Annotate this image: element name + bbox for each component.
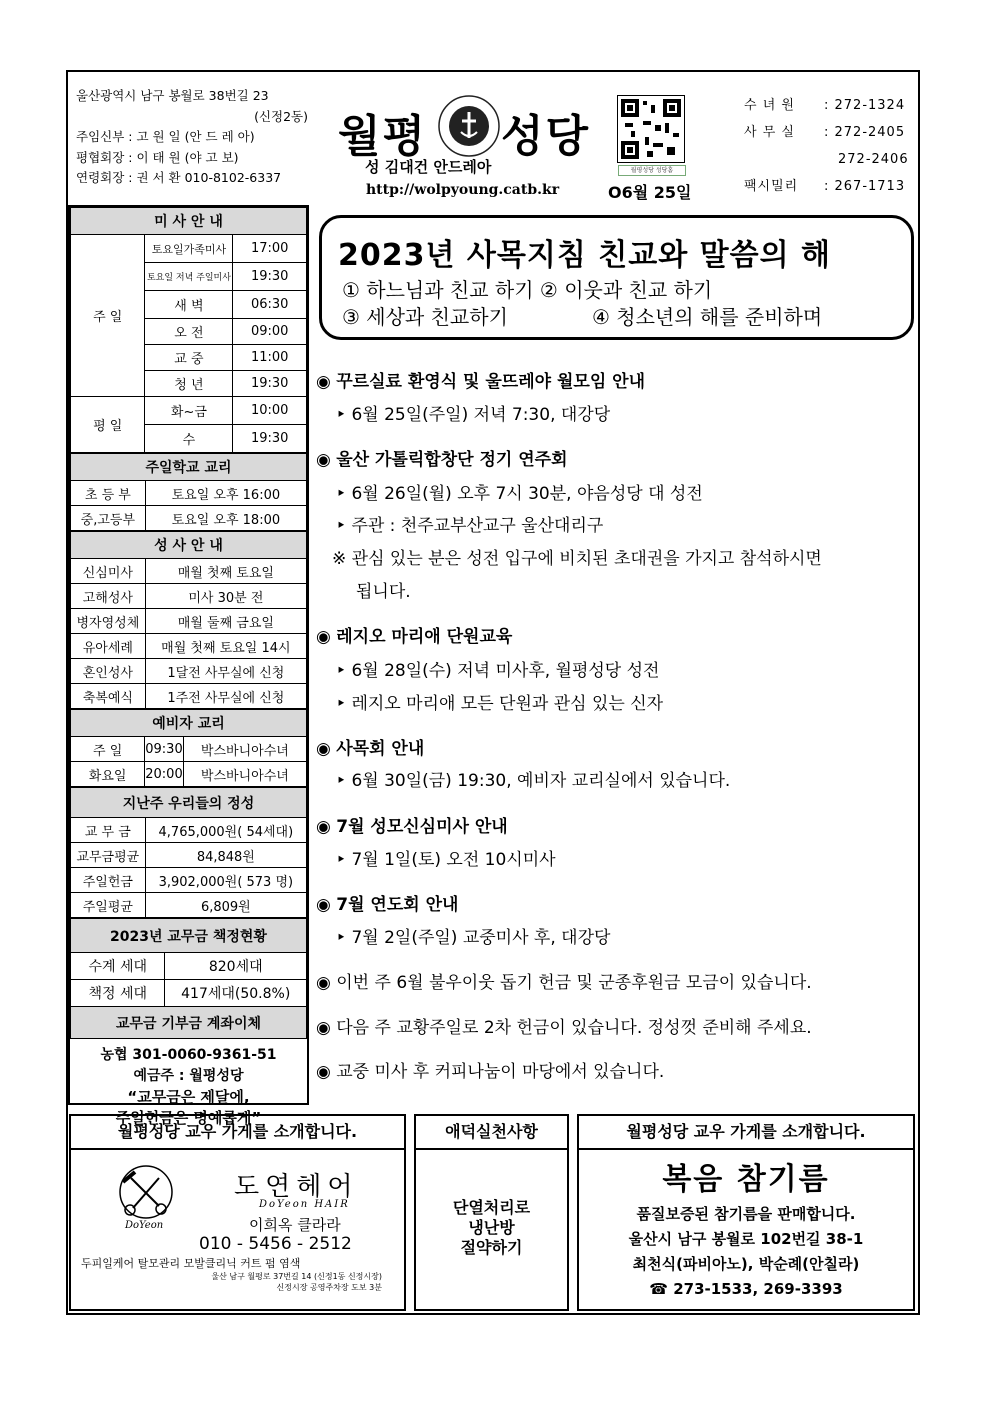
hair-shop-address-1: 울산 남구 월평로 37번길 14 (신정1동 신정시장) bbox=[211, 1272, 382, 1281]
dues-title: 2023년 교무금 책정현황 bbox=[71, 919, 307, 953]
notice-heading: 레지오 마리애 단원교육 bbox=[336, 627, 513, 647]
school-title: 주일학교 교리 bbox=[71, 454, 307, 481]
catechumen-time: 09:30 bbox=[145, 737, 183, 762]
arrow-icon: ‣ bbox=[336, 484, 347, 504]
notice-detail-text: 6월 25일(주일) 저녁 7:30, 대강당 bbox=[351, 405, 611, 425]
council-chair-line: 평협회장 : 이 태 원 (야 고 보) bbox=[76, 149, 239, 165]
transfer-title: 교무금 기부금 계좌이체 bbox=[71, 1007, 307, 1039]
charity-box bbox=[414, 1114, 569, 1311]
notice-detail-text: 6월 26일(월) 오후 7시 30분, 야음성당 대 성전 bbox=[351, 484, 703, 504]
hair-shop-owner: 이희옥 클라라 bbox=[249, 1216, 341, 1234]
catechumen-teacher: 박스바니아수녀 bbox=[183, 737, 306, 762]
notice-7 bbox=[316, 968, 812, 993]
bullet-icon: ◉ bbox=[316, 450, 331, 470]
charity-text bbox=[416, 1198, 567, 1258]
mass-name: 교 중 bbox=[145, 345, 233, 371]
header-info bbox=[76, 86, 316, 189]
notice-3 bbox=[316, 622, 512, 647]
catechumen-title: 예비자 교리 bbox=[71, 710, 307, 737]
notice-detail-text: 6월 30일(금) 19:30, 예비자 교리실에서 있습니다. bbox=[351, 771, 731, 791]
notice-2-detail-2 bbox=[336, 511, 603, 536]
bulletin-date: O6월 25일 bbox=[608, 183, 692, 202]
arrow-icon: ‣ bbox=[336, 405, 347, 425]
arrow-icon: ‣ bbox=[336, 850, 347, 870]
mass-name: 토요일가족미사 bbox=[145, 235, 233, 263]
contact-value: : 267-1713 bbox=[824, 179, 906, 194]
oil-shop-address: 울산시 남구 봉월로 102번길 38-1 bbox=[628, 1230, 864, 1248]
oil-shop-name: 복음 참기름 bbox=[662, 1162, 830, 1197]
pastor-line: 주임신부 : 고 원 일 (안 드 레 아) bbox=[76, 129, 255, 144]
bullet-icon: ◉ bbox=[316, 895, 331, 915]
pastoral-line-2a: ③ 세상과 친교하기 bbox=[342, 305, 508, 329]
notice-8 bbox=[316, 1013, 812, 1038]
school-time: 토요일 오후 18:00 bbox=[145, 506, 306, 531]
notice-6-detail bbox=[336, 923, 610, 948]
offering-value: 6,809원 bbox=[145, 893, 306, 918]
bullet-icon: ◉ bbox=[316, 627, 331, 647]
notice-6 bbox=[316, 890, 458, 915]
notice-2-detail-1 bbox=[336, 479, 703, 504]
church-url[interactable]: http://wolpyoung.catb.kr bbox=[366, 182, 560, 198]
sidebar bbox=[70, 207, 307, 1129]
notice-heading: 울산 가톨릭합창단 정기 연주회 bbox=[336, 450, 568, 470]
hair-shop-box bbox=[69, 1114, 406, 1311]
oil-shop-owners: 최천식(파비아노), 박순례(안칠라) bbox=[632, 1255, 860, 1273]
notice-4 bbox=[316, 734, 424, 759]
church-name-first: 월평 bbox=[338, 111, 428, 162]
notice-2 bbox=[316, 445, 568, 470]
sunday-label: 주 일 bbox=[71, 235, 145, 397]
pastoral-line-1: ① 하느님과 친교 하기 ② 이웃과 친교 하기 bbox=[342, 278, 713, 302]
church-seal-icon bbox=[437, 94, 501, 162]
liaison-chair-line: 연령회장 : 권 서 환 010-8102-6337 bbox=[76, 170, 282, 185]
account-holder: 예금주 : 월평성당 bbox=[133, 1068, 244, 1084]
sacrament-value: 매월 첫째 토요일 bbox=[145, 559, 306, 584]
mass-time: 09:00 bbox=[233, 319, 307, 345]
notice-detail-text: 주관 : 천주교부산교구 울산대리구 bbox=[351, 516, 604, 536]
church-address: 울산광역시 남구 봉월로 38번길 23 bbox=[76, 88, 269, 103]
arrow-icon: ‣ bbox=[336, 661, 347, 681]
contact-value: : 272-2405 bbox=[824, 125, 906, 140]
notice-text: 다음 주 교황주일로 2차 헌금이 있습니다. 정성껏 준비해 주세요. bbox=[336, 1018, 812, 1038]
catechumen-day: 화요일 bbox=[71, 762, 145, 787]
contact-label: 팩시밀리 bbox=[744, 179, 799, 194]
hair-shop-english: DoYeon HAIR bbox=[259, 1199, 350, 1210]
contact-label: 사 무 실 bbox=[744, 125, 795, 140]
sacrament-name: 고해성사 bbox=[71, 584, 146, 609]
catechumen-time: 20:00 bbox=[145, 762, 183, 787]
notice-heading: 사목회 안내 bbox=[336, 739, 425, 759]
mass-time: 06:30 bbox=[233, 291, 307, 319]
bank-account: 농협 301-0060-9361-51 bbox=[100, 1047, 277, 1063]
sesame-oil-shop-box bbox=[577, 1114, 915, 1311]
notice-1-detail bbox=[336, 400, 610, 425]
notice-text: 교중 미사 후 커피나눔이 마당에서 있습니다. bbox=[336, 1062, 665, 1082]
notice-heading: 7월 성모신심미사 안내 bbox=[336, 817, 508, 837]
slogan-line-2: 주일헌금은 명예롭게” bbox=[115, 1109, 262, 1127]
contact-list bbox=[744, 92, 909, 200]
bullet-icon: ◉ bbox=[316, 1018, 331, 1038]
bullet-icon: ◉ bbox=[316, 973, 331, 993]
notice-9 bbox=[316, 1057, 664, 1082]
offering-title: 지난주 우리들의 정성 bbox=[71, 788, 307, 818]
oil-shop-line: 품질보증된 참기름을 판매합니다. bbox=[636, 1205, 856, 1223]
sacrament-value: 미사 30분 전 bbox=[145, 584, 306, 609]
notice-5-detail bbox=[336, 845, 556, 870]
qr-code-icon[interactable] bbox=[617, 95, 685, 163]
offering-value: 4,765,000원( 54세대) bbox=[145, 818, 306, 843]
mass-name: 오 전 bbox=[145, 319, 233, 345]
offering-value: 84,848원 bbox=[145, 843, 306, 868]
notice-2-note-2: 됩니다. bbox=[356, 582, 411, 602]
offering-value: 3,902,000원( 573 명) bbox=[145, 868, 306, 893]
mass-name: 청 년 bbox=[145, 371, 233, 397]
store-intro-heading-2: 월평성당 교우 가게를 소개합니다. bbox=[579, 1116, 913, 1150]
charity-line: 절약하기 bbox=[460, 1238, 523, 1257]
charity-line: 냉난방 bbox=[468, 1218, 515, 1237]
bullet-icon: ◉ bbox=[316, 739, 331, 759]
charity-heading: 애덕실천사항 bbox=[416, 1116, 567, 1150]
dues-value: 820세대 bbox=[165, 953, 307, 980]
church-name-second: 성당 bbox=[501, 111, 591, 162]
bullet-icon: ◉ bbox=[316, 817, 331, 837]
offering-table bbox=[70, 787, 307, 918]
weekday-label: 평 일 bbox=[71, 397, 145, 453]
sacrament-name: 병자영성체 bbox=[71, 609, 146, 634]
oil-shop-phone: ☎ 273-1533, 269-3393 bbox=[649, 1280, 843, 1298]
sacrament-value: 1주전 사무실에 신청 bbox=[145, 684, 306, 709]
notice-detail-text: 7월 2일(주일) 교중미사 후, 대강당 bbox=[351, 928, 611, 948]
hair-shop-phone: 010 - 5456 - 2512 bbox=[199, 1234, 352, 1254]
dues-name: 책정 세대 bbox=[71, 980, 165, 1007]
hair-shop-address-2: 신정시장 공영주차장 도보 3분 bbox=[276, 1283, 382, 1292]
mass-name: 화~금 bbox=[145, 397, 233, 425]
sacrament-title: 성 사 안 내 bbox=[71, 532, 307, 559]
catechumen-table bbox=[70, 709, 307, 787]
catechumen-day: 주 일 bbox=[71, 737, 145, 762]
notice-4-detail bbox=[336, 766, 730, 791]
mass-time: 19:30 bbox=[233, 425, 307, 453]
contact-value: : 272-1324 bbox=[824, 98, 906, 113]
oil-shop-info bbox=[579, 1202, 913, 1302]
bullet-icon: ◉ bbox=[316, 1062, 331, 1082]
notice-heading: 7월 연도회 안내 bbox=[336, 895, 459, 915]
arrow-icon: ‣ bbox=[336, 928, 347, 948]
pastoral-line-2b: ④ 청소년의 해를 준비하며 bbox=[592, 305, 823, 329]
qr-caption: 월평성당 성당홈 bbox=[618, 165, 686, 176]
notice-detail-text: 7월 1일(토) 오전 10시미사 bbox=[351, 850, 556, 870]
catechumen-teacher: 박스바니아수녀 bbox=[183, 762, 306, 787]
school-name: 중,고등부 bbox=[71, 506, 146, 531]
mass-time: 19:30 bbox=[233, 263, 307, 291]
sacrament-name: 유아세례 bbox=[71, 634, 146, 659]
mass-schedule-table bbox=[70, 207, 307, 453]
contact-label: 수 녀 원 bbox=[744, 98, 795, 113]
pastoral-guideline-box bbox=[319, 215, 914, 340]
store-intro-heading: 월평성당 교우 가게를 소개합니다. bbox=[71, 1116, 404, 1150]
notice-text: 이번 주 6월 불우이웃 돕기 헌금 및 군종후원금 모금이 있습니다. bbox=[336, 973, 812, 993]
offering-name: 교 무 금 bbox=[71, 818, 146, 843]
sacrament-value: 1달전 사무실에 신청 bbox=[145, 659, 306, 684]
notice-1 bbox=[316, 367, 645, 392]
sacrament-table bbox=[70, 531, 307, 709]
hair-shop-name: 도연헤어 bbox=[234, 1172, 359, 1202]
notice-3-detail-1 bbox=[336, 656, 659, 681]
slogan-line-1: “교무금은 제달에, bbox=[127, 1088, 250, 1106]
sacrament-name: 축복예식 bbox=[71, 684, 146, 709]
arrow-icon: ‣ bbox=[336, 516, 347, 536]
notice-detail-text: 6월 28일(수) 저녁 미사후, 월평성당 성전 bbox=[351, 661, 660, 681]
sacrament-name: 혼인성사 bbox=[71, 659, 146, 684]
mass-name: 토요일 저녁 주일미사 bbox=[145, 263, 233, 291]
hair-logo-text: DoYeon bbox=[125, 1220, 164, 1231]
school-time: 토요일 오후 16:00 bbox=[145, 481, 306, 506]
mass-name: 수 bbox=[145, 425, 233, 453]
arrow-icon: ‣ bbox=[336, 694, 347, 714]
mass-title: 미 사 안 내 bbox=[71, 208, 307, 235]
dues-table bbox=[70, 918, 307, 1039]
hair-shop-services: 두피일케어 탈모관리 모발클리닉 커트 펌 염색 bbox=[81, 1257, 301, 1270]
notice-5 bbox=[316, 812, 508, 837]
sacrament-value: 매월 둘째 금요일 bbox=[145, 609, 306, 634]
offering-name: 주일헌금 bbox=[71, 868, 146, 893]
arrow-icon: ‣ bbox=[336, 771, 347, 791]
charity-line: 단열처리로 bbox=[452, 1198, 531, 1217]
notice-detail-text: 레지오 마리애 모든 단원과 관심 있는 신자 bbox=[351, 694, 664, 714]
bullet-icon: ◉ bbox=[316, 372, 331, 392]
dues-name: 수계 세대 bbox=[71, 953, 165, 980]
sunday-school-table bbox=[70, 453, 307, 531]
sacrament-name: 신심미사 bbox=[71, 559, 146, 584]
offering-name: 교무금평균 bbox=[71, 843, 146, 868]
mass-time: 17:00 bbox=[233, 235, 307, 263]
notice-heading: 꾸르실료 환영식 및 울뜨레야 월모임 안내 bbox=[336, 372, 646, 392]
church-address-sub: (신정2동) bbox=[254, 108, 308, 124]
dues-value: 417세대(50.8%) bbox=[165, 980, 307, 1007]
notice-2-note-1: ※ 관심 있는 분은 성전 입구에 비치된 초대권을 가지고 참석하시면 bbox=[332, 549, 822, 569]
mass-time: 10:00 bbox=[233, 397, 307, 425]
notice-3-detail-2 bbox=[336, 689, 663, 714]
offering-name: 주일평균 bbox=[71, 893, 146, 918]
pastoral-title: 2023년 사목지침 친교와 말씀의 해 bbox=[338, 238, 832, 273]
patron-saint: 성 김대건 안드레아 bbox=[365, 158, 492, 176]
mass-name: 새 벽 bbox=[145, 291, 233, 319]
contact-value: 272-2406 bbox=[838, 152, 909, 167]
mass-time: 19:30 bbox=[233, 371, 307, 397]
sacrament-value: 매월 첫째 토요일 14시 bbox=[145, 634, 306, 659]
school-name: 초 등 부 bbox=[71, 481, 146, 506]
mass-time: 11:00 bbox=[233, 345, 307, 371]
